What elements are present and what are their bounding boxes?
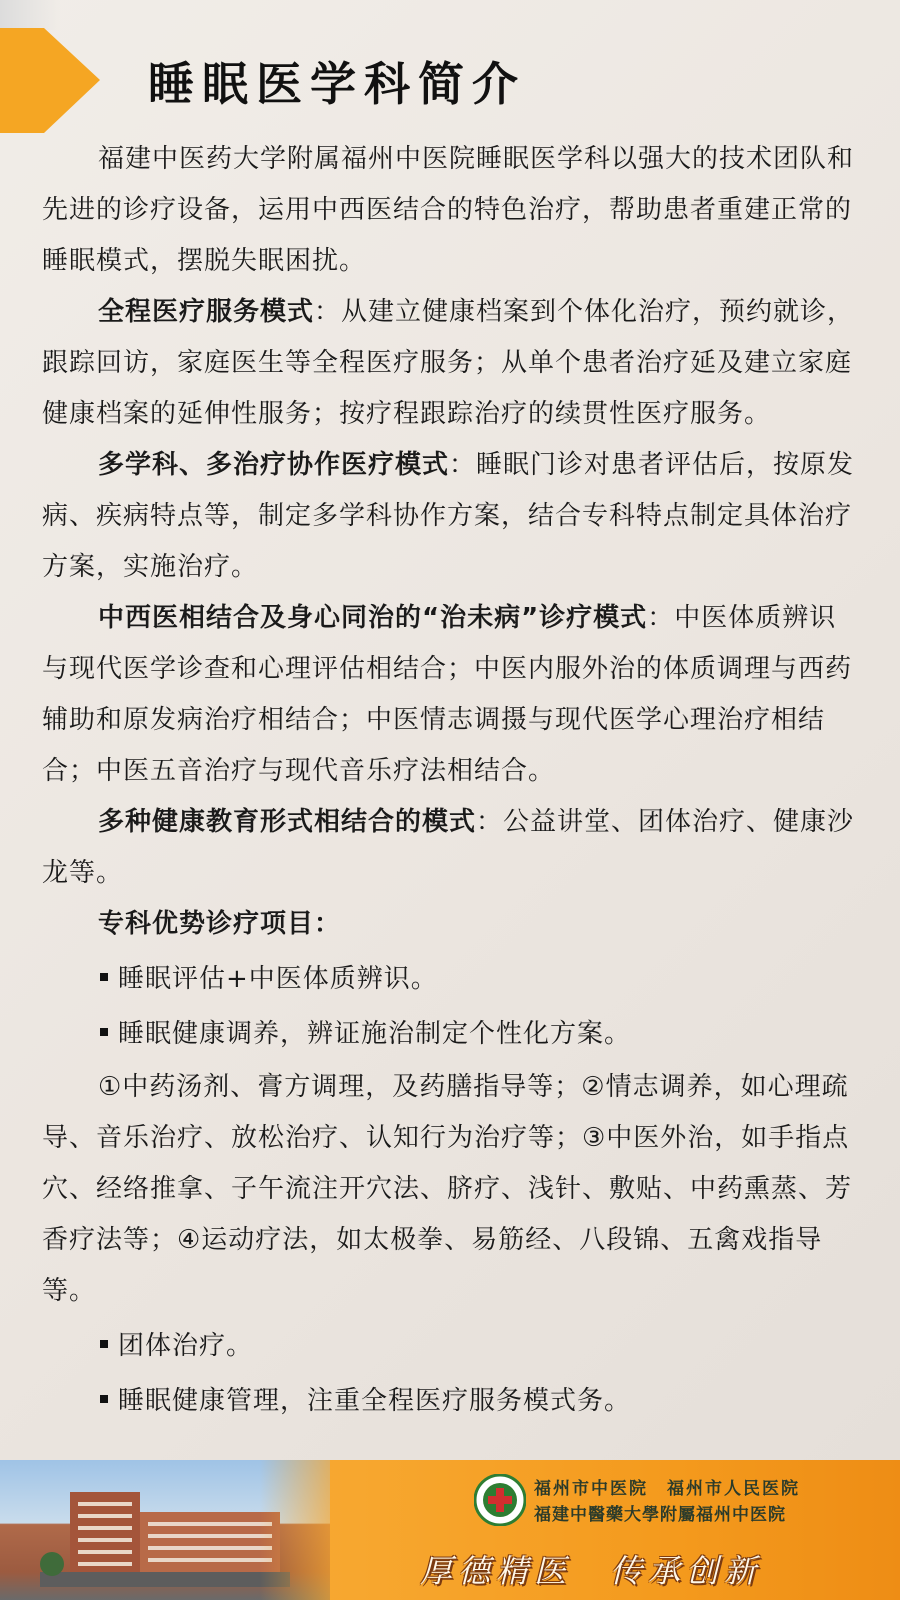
bullet-icon <box>100 1028 108 1036</box>
section-heading: 多种健康教育形式相结合的模式 <box>98 807 477 837</box>
section-paragraph <box>42 440 862 593</box>
list-item: 睡眠健康调养，辨证施治制定个性化方案。 <box>42 1009 862 1060</box>
section-heading: 多学科、多治疗协作医疗模式 <box>98 450 450 480</box>
page-title: 睡眠医学科简介 <box>148 57 526 111</box>
university-affiliation: 福建中醫藥大學附屬福州中医院 <box>534 1505 786 1525</box>
list-item: 睡眠健康管理，注重全程医疗服务模式务。 <box>42 1376 862 1427</box>
title-arrow-icon <box>0 28 100 133</box>
slogan: 厚德精医 传承创新 <box>420 1552 763 1590</box>
corner-decoration <box>0 0 60 30</box>
section-text: ：睡眠门诊对患者评估后，按原发病、疾病特点等，制定多学科协作方案，结合专科特点制定具体治疗方案，实施治疗。 <box>42 450 855 582</box>
hospital-logo-icon <box>474 1474 526 1526</box>
section-heading: 中西医相结合及身心同治的“治未病”诊疗模式 <box>98 603 648 633</box>
footer-banner <box>0 1460 900 1600</box>
projects-heading: 专科优势诊疗项目： <box>98 909 342 939</box>
section-text: ：中医体质辨识与现代医学诊查和心理评估相结合；中医内服外治的体质调理与西药辅助和原发病治疗相结合；中医情志调摄与现代医学心理治疗相结合；中医五音治疗与现代音乐疗法相结合。 <box>42 603 853 786</box>
detail-paragraph: ①中药汤剂、膏方调理，及药膳指导等；②情志调养，如心理疏导、音乐治疗、放松治疗、认知行为治疗等；③中医外治，如手指点穴、经络推拿、子午流注开穴法、脐疗、浅针、敷贴、中药熏蒸、芳香疗法等；④运动疗法，如太极拳、易筋经、八段锦、五禽戏指导等。 <box>42 1072 853 1306</box>
section-text: ：公益讲堂、团体治疗、健康沙龙等。 <box>42 807 855 888</box>
photo-fade <box>260 1460 360 1600</box>
hospital-building-icon <box>40 1472 290 1587</box>
bullet-icon <box>100 1340 108 1348</box>
section-heading: 全程医疗服务模式 <box>98 297 315 327</box>
content-body <box>42 134 862 1427</box>
section-paragraph <box>42 287 862 440</box>
list-item: 团体治疗。 <box>42 1321 862 1372</box>
section-text: ：从建立健康档案到个体化治疗，预约就诊，跟踪回访，家庭医生等全程医疗服务；从单个患者治疗延及建立家庭健康档案的延伸性服务；按疗程跟踪治疗的续贯性医疗服务。 <box>42 297 855 429</box>
list-item: 睡眠评估+中医体质辨识。 <box>42 954 862 1005</box>
section-paragraph <box>42 593 862 797</box>
hospital-names: 福州市中医院 福州市人民医院 <box>534 1479 800 1499</box>
intro-paragraph: 福建中医药大学附属福州中医院睡眠医学科以强大的技术团队和先进的诊疗设备，运用中西医结合的特色治疗，帮助患者重建正常的睡眠模式，摆脱失眠困扰。 <box>42 144 855 276</box>
bullet-icon <box>100 1395 108 1403</box>
section-paragraph <box>42 797 862 899</box>
bullet-icon <box>100 973 108 981</box>
